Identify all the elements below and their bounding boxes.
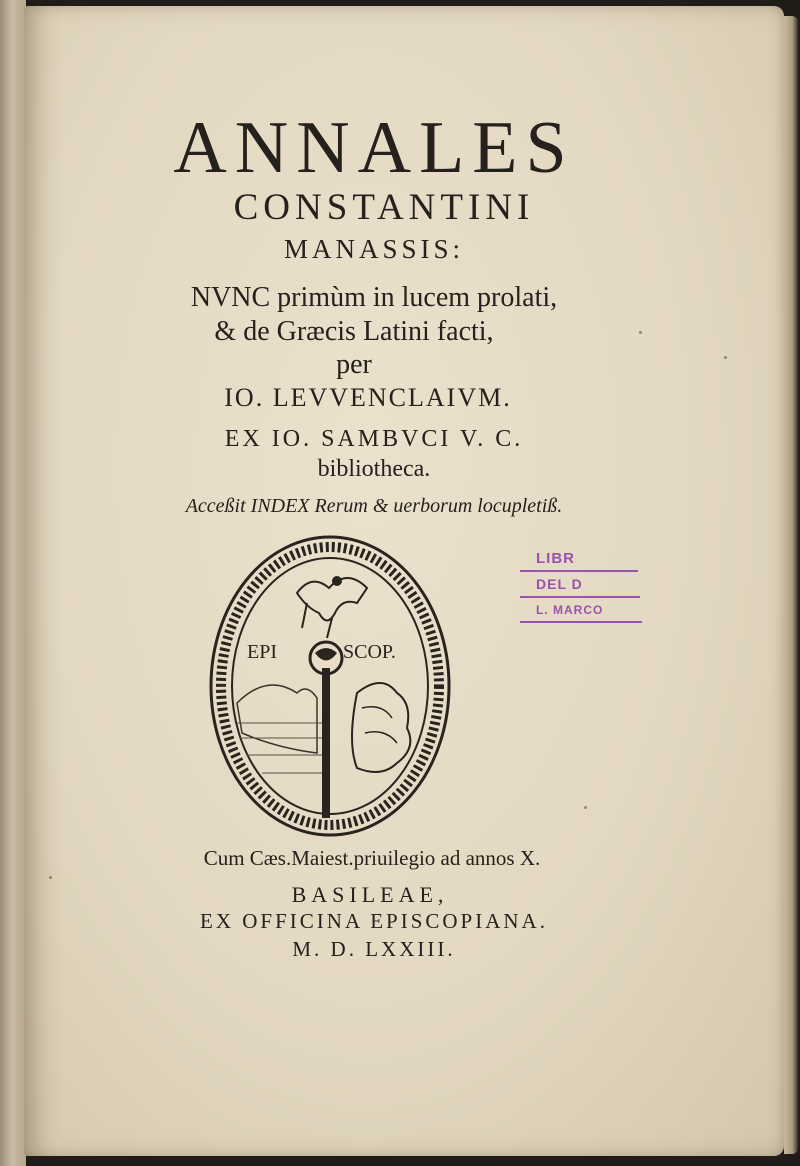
book-title: ANNALES <box>173 107 575 189</box>
source-line-1: EX IO. SAMBVCI V. C. <box>224 426 524 452</box>
subtitle-line-2: & de Græcis Latini facti, <box>214 316 494 347</box>
imprint-printer: EX OFFICINA EPISCOPIANA. <box>200 909 548 933</box>
subtitle-line-3: per <box>336 349 372 380</box>
stamp-rule <box>520 621 642 623</box>
index-line: Acceßit INDEX Rerum & uerborum locupletiß. <box>185 495 563 517</box>
translator-line: IO. LEVVENCLAIVM. <box>224 383 512 412</box>
stamp-line-3: L. MARCO <box>536 603 604 617</box>
imprint-city: BASILEAE, <box>291 882 449 907</box>
imprint-year: M. D. LXXIII. <box>292 937 456 961</box>
emblem-left-text: EPI <box>247 641 277 663</box>
paper-speck <box>724 356 727 359</box>
privilege-line: Cum Cæs.Maiest.priuilegio ad annos X. <box>203 846 541 870</box>
printer-device-emblem <box>207 533 453 839</box>
author-line-2: MANASSIS: <box>283 234 465 264</box>
stamp-rule <box>520 596 640 598</box>
title-page <box>24 6 784 1156</box>
page-edge <box>784 16 798 1154</box>
paper-speck <box>639 331 642 334</box>
emblem-right-text: SCOP. <box>343 641 396 663</box>
paper-speck <box>49 876 52 879</box>
paper-speck <box>584 806 587 809</box>
stamp-line-2: DEL D <box>536 576 583 592</box>
source-line-2: bibliotheca. <box>317 456 431 482</box>
stamp-line-1: LIBR <box>536 550 575 567</box>
author-line-1: CONSTANTINI <box>233 187 535 228</box>
library-stamp <box>492 543 642 633</box>
stamp-rule <box>520 570 638 572</box>
subtitle-line-1: NVNC primùm in lucem prolati, <box>190 282 558 313</box>
